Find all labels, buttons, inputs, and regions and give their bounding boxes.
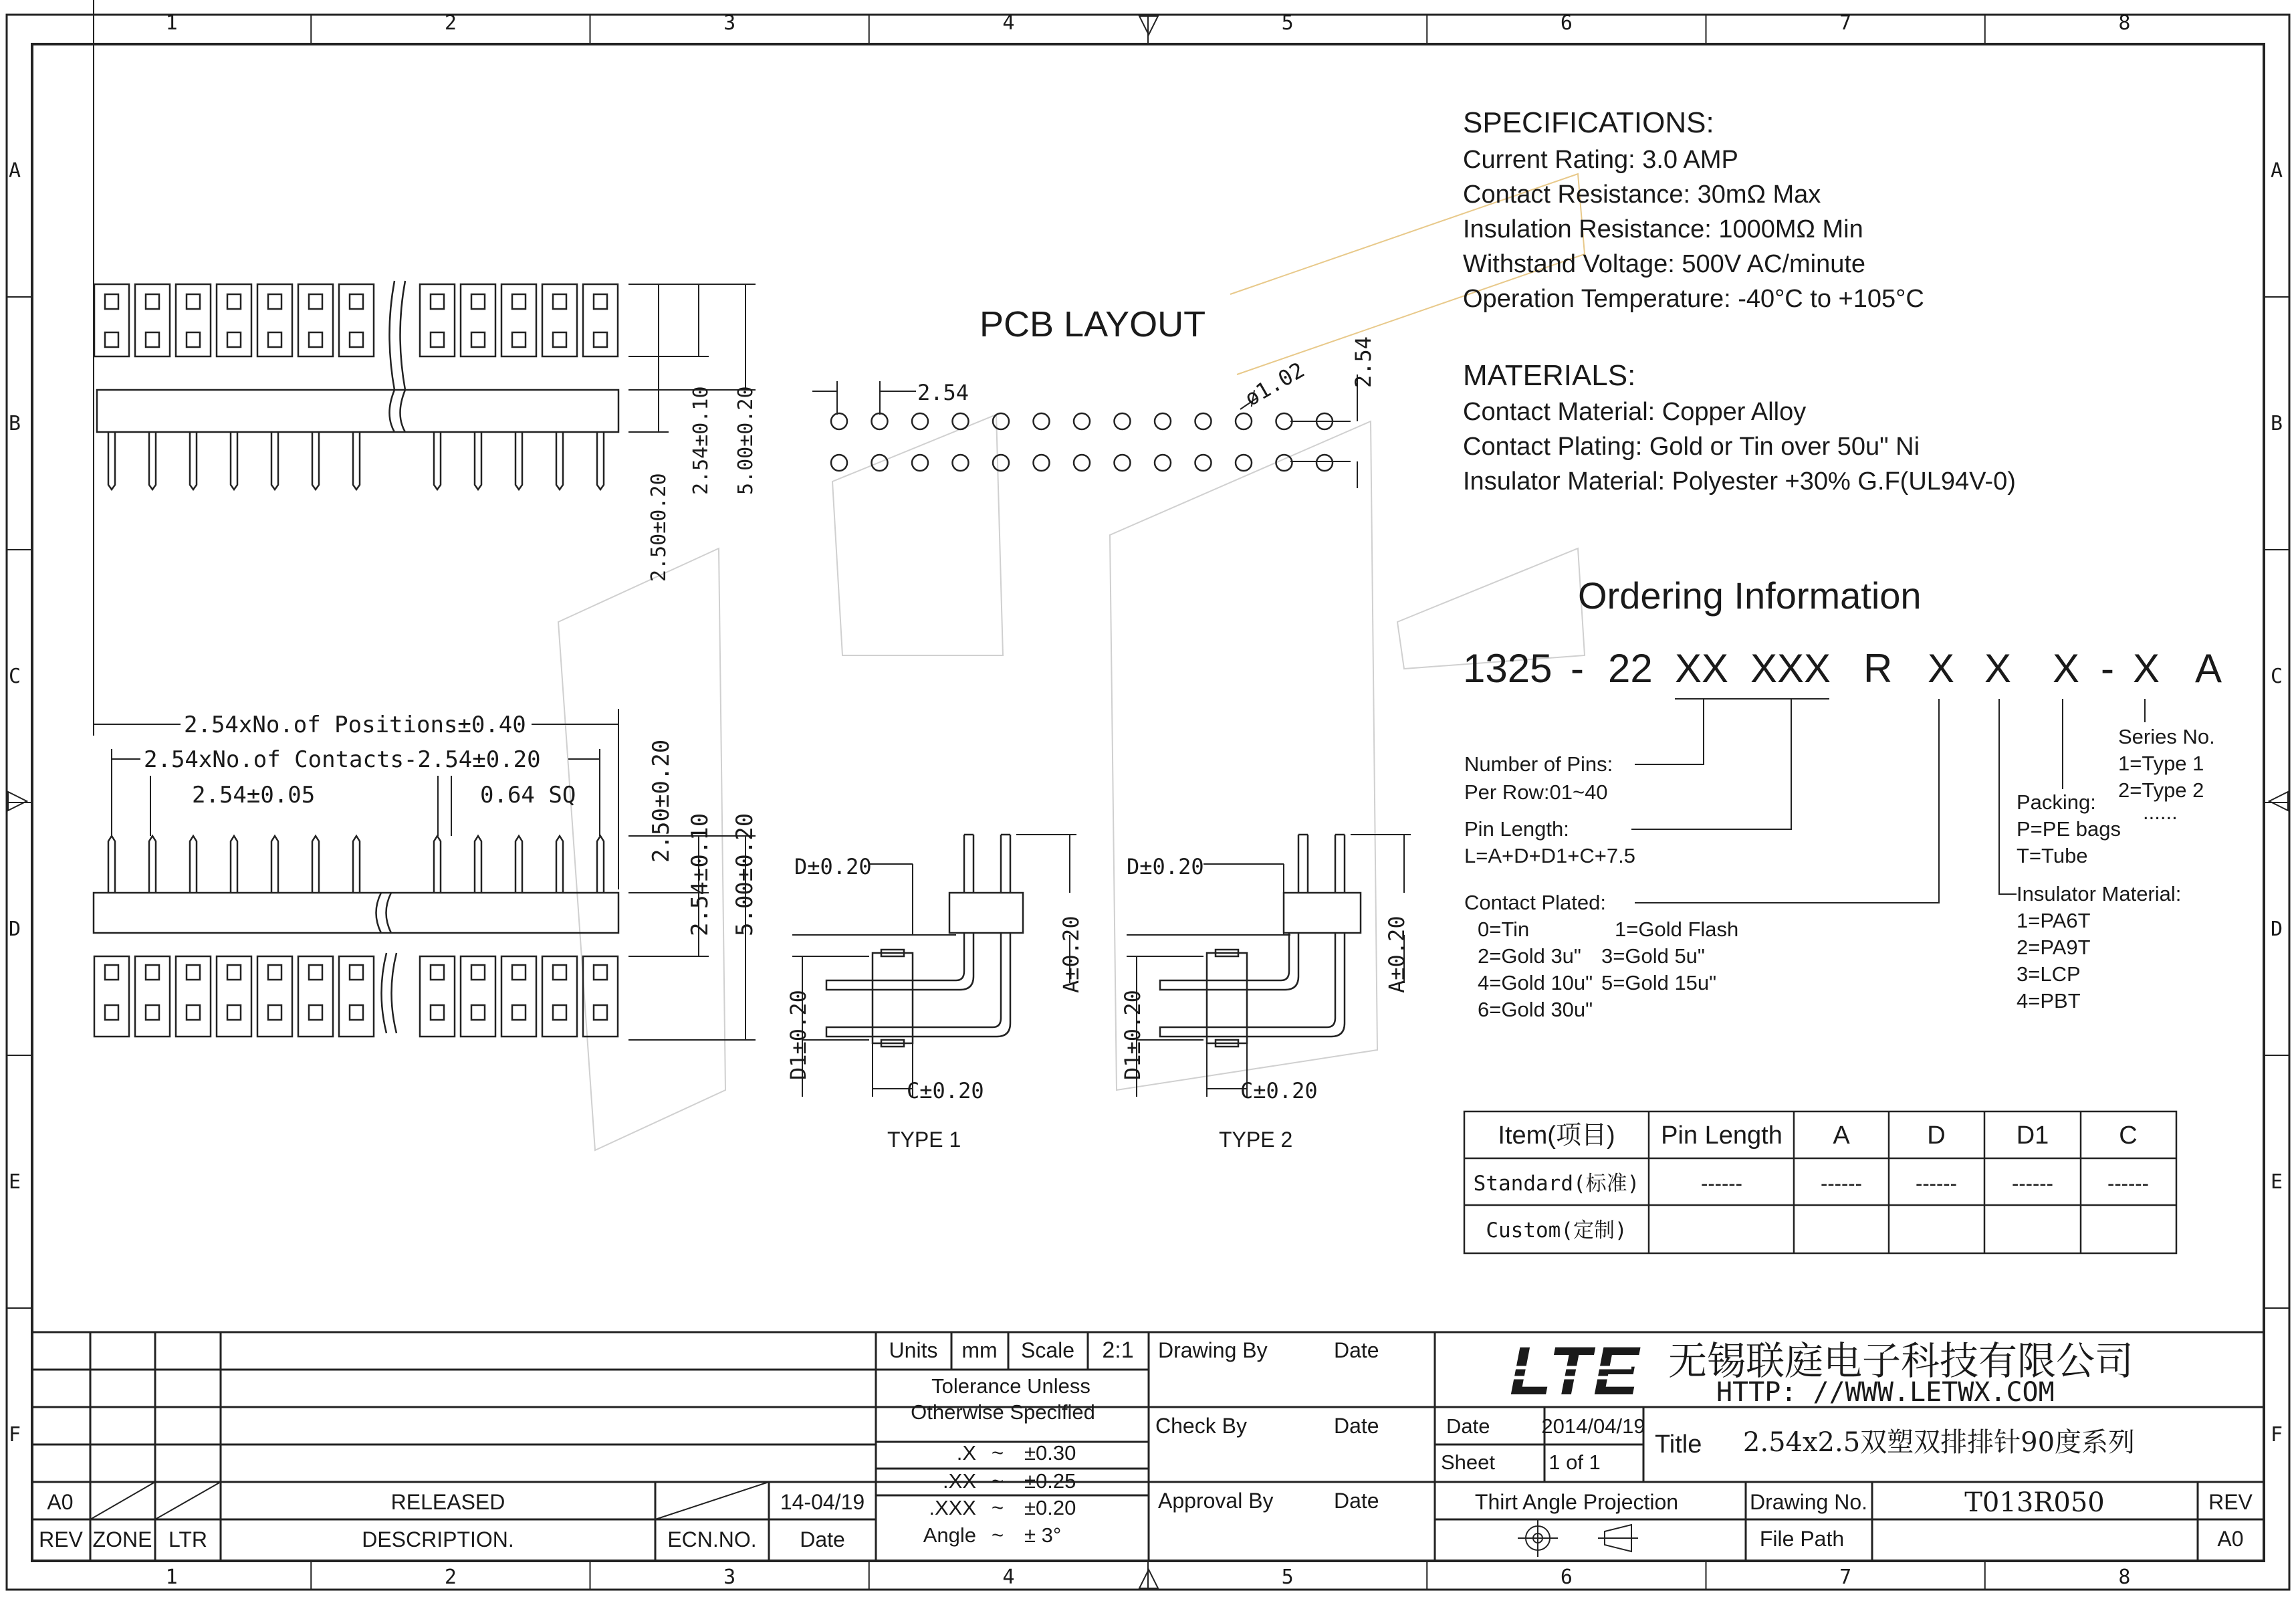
approval-by-label: Approval By (1158, 1489, 1274, 1513)
insulator-option: 1=PA6T (2017, 909, 2091, 932)
materials-heading: MATERIALS: (1463, 359, 1636, 392)
type2-label: TYPE 2 (1219, 1128, 1293, 1152)
plated-option: 2=Gold 3u" (1478, 944, 1581, 968)
pins-range: Per Row:01~40 (1464, 780, 1608, 804)
ordering-code-segment: XXX (1750, 646, 1831, 691)
drawing-title: 2.54x2.5双塑双排排针90度系列 (1742, 1427, 2136, 1458)
tolerance-value: ± 3° (1024, 1523, 1062, 1547)
type2-dim-a: A±0.20 (1384, 916, 1409, 993)
zone-column-label: 3 (723, 11, 736, 35)
insulator-label: Insulator Material: (2017, 882, 2182, 905)
tolerance-value: ±0.30 (1024, 1441, 1076, 1465)
zone-column-label: 8 (2118, 1566, 2131, 1589)
company-name: 无锡联庭电子科技有限公司 (1668, 1340, 2134, 1383)
date-value: 2014/04/19 (1541, 1414, 1645, 1438)
tolerance-sep: ~ (991, 1469, 1004, 1493)
specifications-heading: SPECIFICATIONS: (1463, 106, 1714, 139)
contact-plated-label: Contact Plated: (1464, 891, 1606, 914)
ordering-code-segment: 22 (1608, 646, 1653, 691)
zone-row-label: D (8, 918, 21, 941)
ordering-code-segment: X (2133, 646, 2160, 691)
type2-dim-d: D±0.20 (1127, 854, 1204, 879)
zone-row-label: A (2270, 159, 2283, 183)
ordering-code-segment: X (1928, 646, 1955, 691)
ordering-code-segment: XX (1675, 646, 1729, 691)
svg-text:LTE: LTE (1510, 1333, 1642, 1409)
dim-table-cell: ------ (1916, 1172, 1957, 1195)
zone-column-label: 6 (1560, 1566, 1573, 1589)
ordering-code-segment: - (2101, 646, 2114, 691)
zone-row-label: F (2270, 1423, 2283, 1447)
series-option: ...... (2143, 800, 2178, 824)
zone-row-label: C (2270, 665, 2283, 688)
drawing-no-label: Drawing No. (1749, 1490, 1868, 1514)
zone-row-label: E (2270, 1170, 2283, 1194)
tolerance-key: Angle (923, 1523, 976, 1547)
type1-dim-d1: D1±0.20 (786, 990, 811, 1080)
dim-table-header: Pin Length (1661, 1121, 1783, 1150)
rev-value: A0 (2217, 1527, 2244, 1551)
revision-header: DESCRIPTION. (362, 1527, 514, 1552)
approval-by-date-label: Date (1334, 1489, 1379, 1513)
plated-option: 1=Gold Flash (1615, 918, 1739, 941)
zone-row-label: B (2270, 412, 2283, 435)
zone-row-label: E (8, 1170, 21, 1194)
series-label: Series No. (2118, 725, 2215, 748)
zone-column-label: 8 (2118, 11, 2131, 35)
drawing-by-date-label: Date (1334, 1338, 1379, 1362)
zone-column-label: 5 (1281, 11, 1294, 35)
rev-row-date: 14-04/19 (780, 1490, 865, 1514)
plated-option: 4=Gold 10u" (1478, 971, 1593, 994)
zone-column-label: 4 (1002, 1566, 1015, 1589)
insulator-option: 3=LCP (2017, 962, 2081, 986)
pcb-row-pitch-dim: 2.54 (1351, 336, 1376, 388)
revision-header: REV (39, 1527, 83, 1552)
dim-table-header: A (1833, 1121, 1850, 1150)
packing-option: P=PE bags (2017, 817, 2121, 841)
pcb-hole-dim: ø1.02 (1240, 356, 1309, 411)
scale-value: 2:1 (1102, 1338, 1134, 1363)
units-value: mm (961, 1338, 998, 1362)
dim-table-cell: ------ (2107, 1172, 2149, 1195)
plated-option: 3=Gold 5u" (1601, 944, 1705, 968)
dim-table-cell: ------ (1701, 1172, 1742, 1195)
pcb-layout-title: PCB LAYOUT (980, 304, 1206, 344)
spec-line: Current Rating: 3.0 AMP (1463, 146, 1738, 174)
plated-option: 0=Tin (1478, 918, 1530, 941)
check-by-label: Check By (1155, 1414, 1247, 1438)
zone-column-label: 7 (1839, 1566, 1852, 1589)
front-dim-positions: 2.54xNo.of Positions±0.40 (184, 712, 526, 738)
projection-label: Thirt Angle Projection (1474, 1490, 1679, 1514)
top-dim-outer: 5.00±0.20 (734, 386, 758, 495)
revision-header: ECN.NO. (667, 1527, 757, 1552)
zone-column-label: 7 (1839, 11, 1852, 35)
drawing-by-label: Drawing By (1158, 1338, 1268, 1362)
rev-row-desc: RELEASED (390, 1490, 505, 1514)
tolerance-key: .XX (943, 1469, 976, 1493)
revision-header: LTR (168, 1527, 208, 1552)
spec-line: Operation Temperature: -40°C to +105°C (1463, 285, 1924, 313)
zone-column-label: 5 (1281, 1566, 1294, 1589)
sheet-label: Sheet (1441, 1451, 1496, 1474)
top-dim-side: 2.50±0.20 (647, 473, 671, 582)
top-dim-inner: 2.54±0.10 (689, 386, 713, 495)
tolerance-note: Tolerance Unless (931, 1374, 1090, 1398)
lte-logo (1510, 1333, 1641, 1409)
dim-table-cell: ------ (2012, 1172, 2053, 1195)
packing-option: T=Tube (2017, 844, 2088, 867)
ordering-code-segment: R (1863, 646, 1893, 691)
packing-label: Packing: (2017, 790, 2096, 814)
title-label: Title (1655, 1430, 1702, 1459)
ordering-code-segment: - (1571, 646, 1584, 691)
zone-row-label: F (8, 1423, 21, 1447)
pins-label: Number of Pins: (1464, 752, 1613, 776)
spec-line: Contact Resistance: 30mΩ Max (1463, 181, 1821, 209)
type1-dim-d: D±0.20 (794, 854, 872, 879)
revision-header: Date (800, 1527, 845, 1552)
front-dim-b: 2.54±0.10 (687, 813, 713, 936)
material-line: Insulator Material: Polyester +30% G.F(UL94V-0) (1463, 467, 2016, 496)
sheet-value: 1 of 1 (1548, 1451, 1601, 1474)
date-label: Date (1446, 1414, 1490, 1438)
dim-table-row-label: Standard(标准) (1473, 1172, 1640, 1196)
tolerance-sep: ~ (991, 1496, 1004, 1519)
zone-column-label: 1 (165, 11, 178, 35)
front-dim-pin: 0.64 SQ (480, 782, 576, 809)
ordering-code-segment: 1325 (1463, 646, 1553, 691)
pcb-pitch-dim: 2.54 (917, 380, 969, 405)
dim-table-cell: ------ (1821, 1172, 1862, 1195)
plated-option: 5=Gold 15u" (1601, 971, 1717, 994)
ordering-code-segment: A (2195, 646, 2222, 691)
tolerance-value: ±0.25 (1024, 1469, 1076, 1493)
tolerance-sep: ~ (991, 1441, 1004, 1465)
dim-table-header: Item(项目) (1498, 1121, 1615, 1150)
dim-table-header: C (2119, 1121, 2138, 1150)
zone-column-label: 2 (444, 11, 457, 35)
zone-column-label: 4 (1002, 11, 1015, 35)
file-path-label: File Path (1759, 1527, 1845, 1551)
material-line: Contact Material: Copper Alloy (1463, 398, 1807, 426)
ordering-heading: Ordering Information (1578, 574, 1922, 617)
front-dim-a: 2.50±0.20 (648, 739, 675, 863)
company-website: HTTP: //WWW.LETWX.COM (1716, 1377, 2055, 1408)
type1-dim-c: C±0.20 (907, 1078, 984, 1103)
series-option: 2=Type 2 (2118, 778, 2204, 802)
tolerance-key: .XXX (929, 1496, 976, 1519)
front-dim-contacts: 2.54xNo.of Contacts-2.54±0.20 (144, 746, 541, 773)
tolerance-note: Otherwise Specified (911, 1400, 1095, 1424)
check-by-date-label: Date (1334, 1414, 1379, 1438)
units-label: Units (889, 1338, 938, 1362)
insulator-option: 4=PBT (2017, 989, 2081, 1012)
ordering-code-segment: X (2053, 646, 2080, 691)
tolerance-value: ±0.20 (1024, 1496, 1076, 1519)
front-dim-c: 5.00±0.20 (731, 813, 758, 936)
front-dim-pitch: 2.54±0.05 (192, 782, 316, 809)
dim-table-row-label: Custom(定制) (1486, 1218, 1627, 1243)
zone-row-label: D (2270, 918, 2283, 941)
drawing-number: T013R050 (1964, 1487, 2105, 1518)
plated-option: 6=Gold 30u" (1478, 998, 1593, 1021)
ordering-code-segment: X (1984, 646, 2012, 691)
pin-length-label: Pin Length: (1464, 817, 1569, 841)
tolerance-key: .X (956, 1441, 976, 1465)
rev-label: REV (2208, 1490, 2253, 1514)
spec-line: Withstand Voltage: 500V AC/minute (1463, 250, 1866, 278)
tolerance-sep: ~ (991, 1523, 1004, 1547)
zone-row-label: B (8, 412, 21, 435)
insulator-option: 2=PA9T (2017, 936, 2091, 959)
type2-dim-d1: D1±0.20 (1120, 990, 1145, 1080)
zone-column-label: 3 (723, 1566, 736, 1589)
zone-column-label: 6 (1560, 11, 1573, 35)
material-line: Contact Plating: Gold or Tin over 50u" Ni (1463, 433, 1920, 461)
zone-column-label: 2 (444, 1566, 457, 1589)
type2-dim-c: C±0.20 (1240, 1078, 1318, 1103)
scale-label: Scale (1020, 1338, 1075, 1362)
spec-line: Insulation Resistance: 1000MΩ Min (1463, 215, 1863, 243)
dim-table-header: D (1927, 1121, 1946, 1150)
pin-length-formula: L=A+D+D1+C+7.5 (1464, 844, 1635, 867)
type1-dim-a: A±0.20 (1058, 916, 1084, 993)
zone-row-label: A (8, 159, 21, 183)
zone-column-label: 1 (165, 1566, 178, 1589)
rev-row-rev: A0 (47, 1490, 74, 1514)
zone-row-label: C (8, 665, 21, 688)
type1-label: TYPE 1 (887, 1128, 961, 1152)
series-option: 1=Type 1 (2118, 752, 2204, 775)
revision-header: ZONE (92, 1527, 152, 1552)
dim-table-header: D1 (2016, 1121, 2049, 1150)
